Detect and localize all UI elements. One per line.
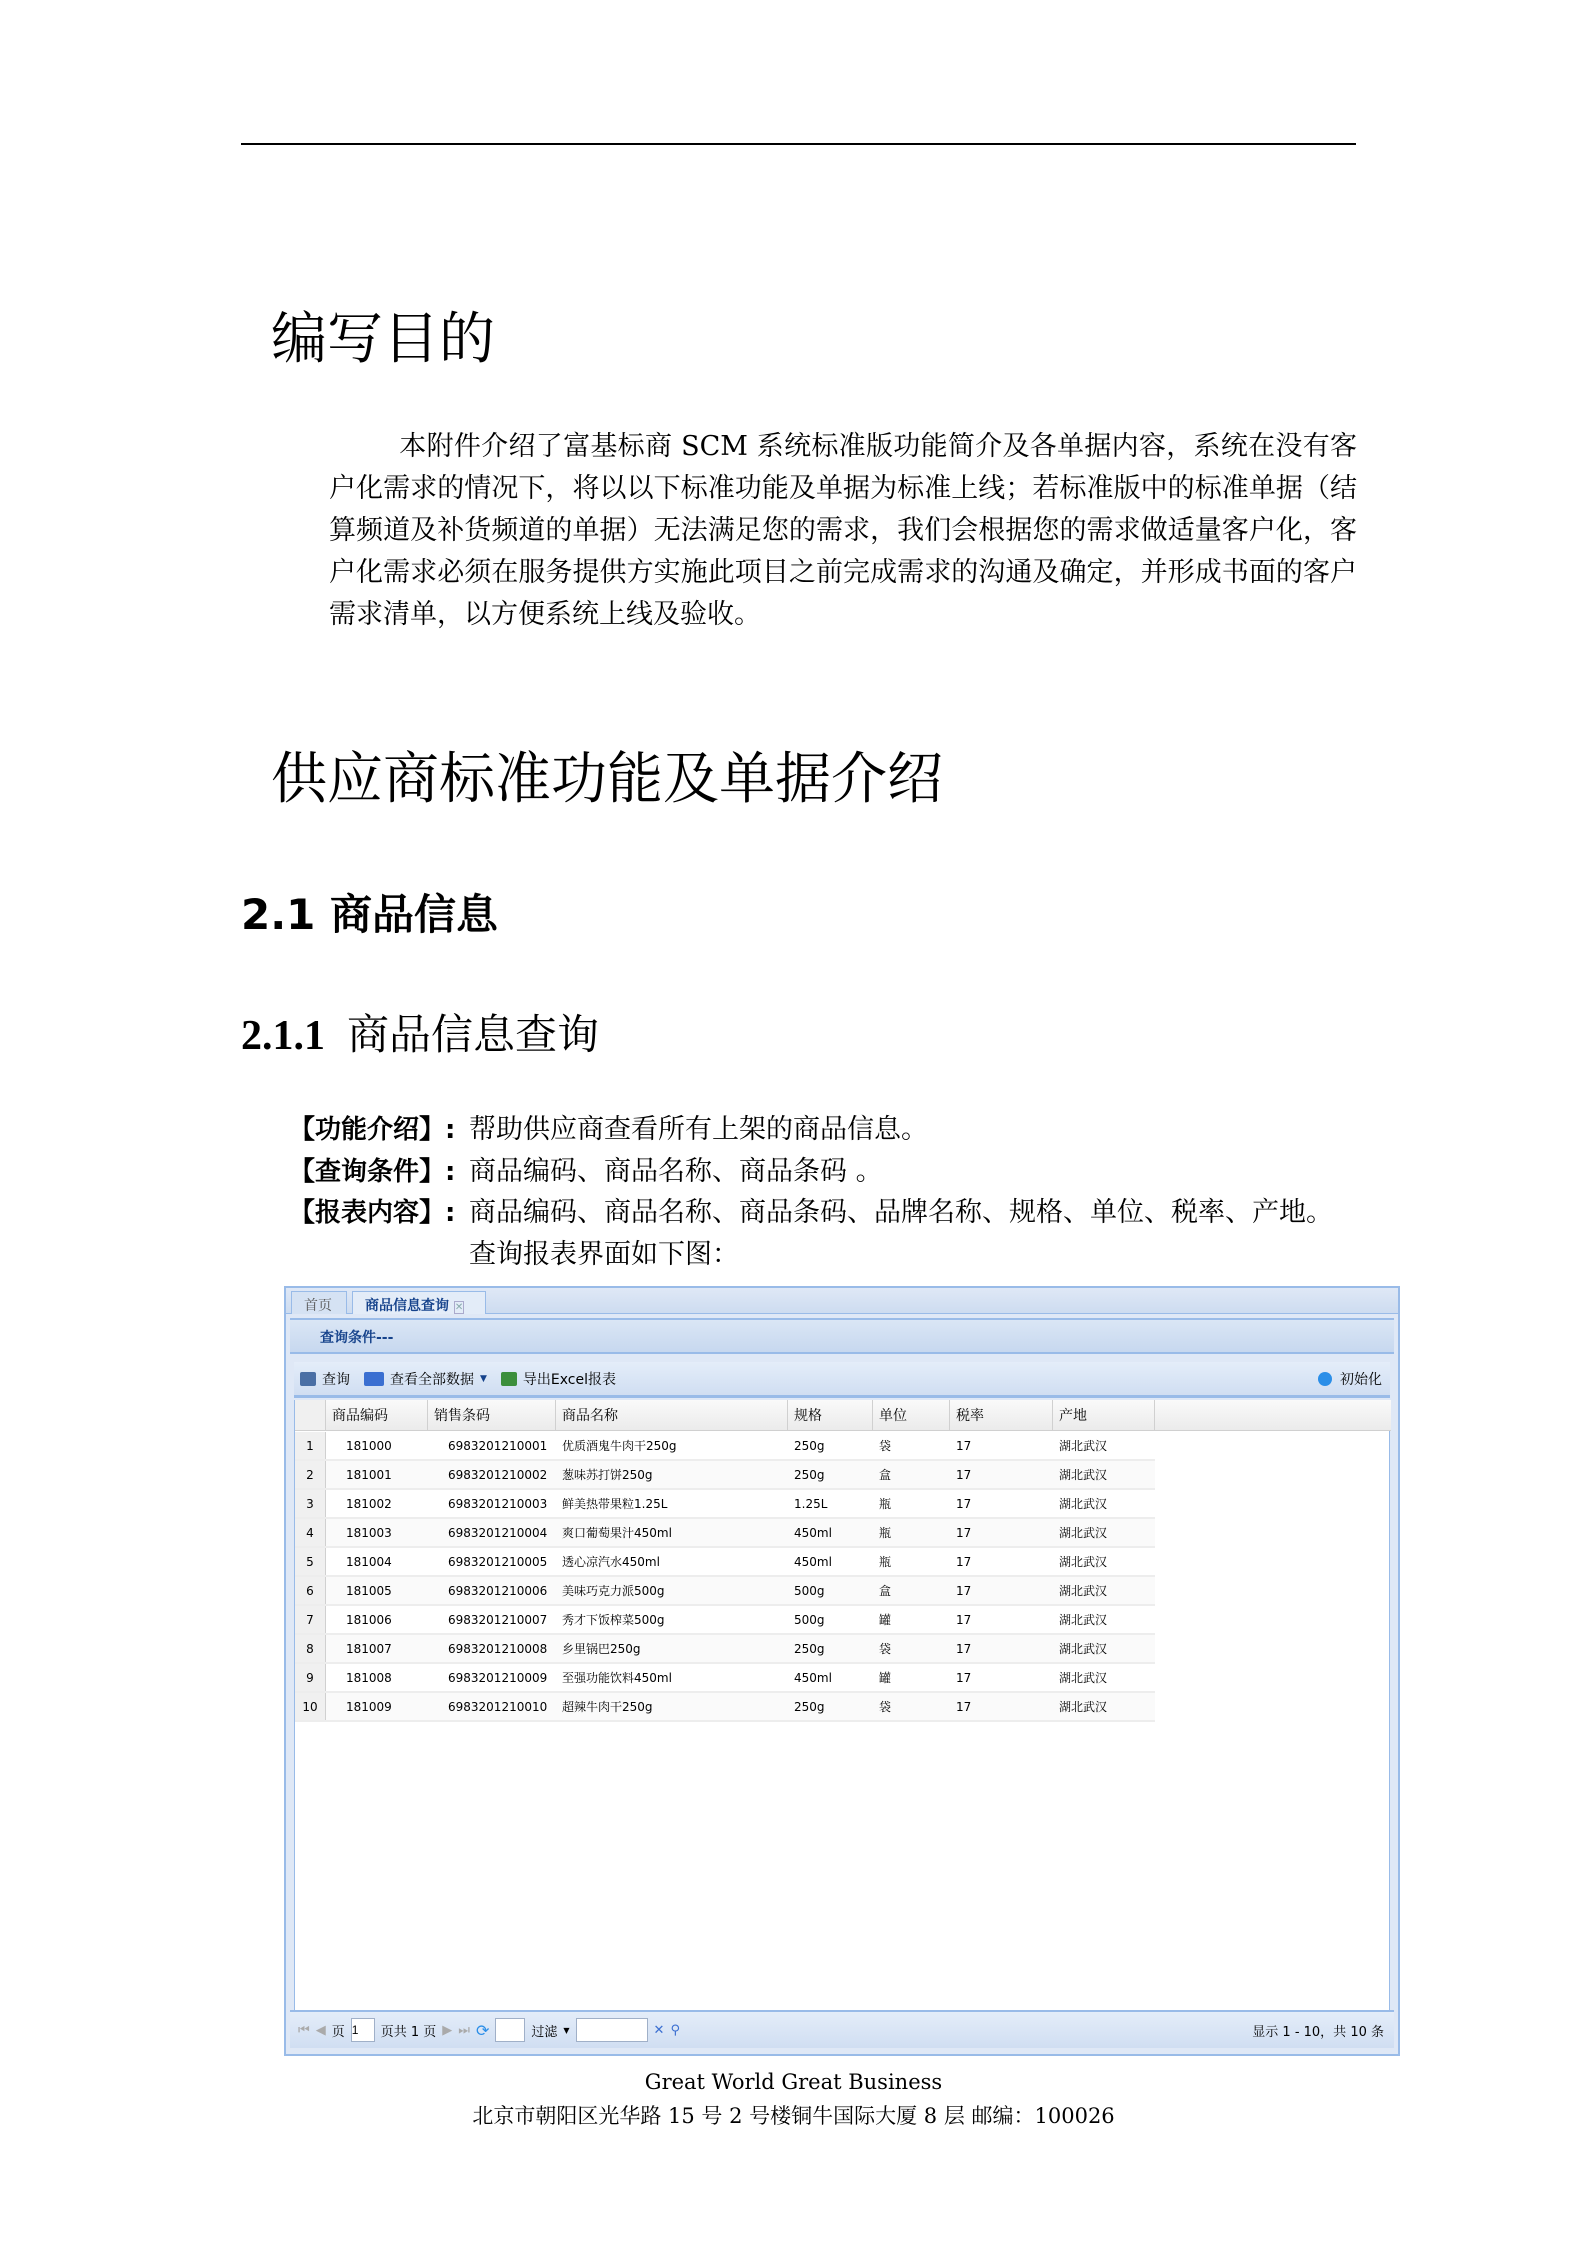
cell-product-name: 秀才下饭榨菜500g: [562, 1613, 665, 1627]
cell-unit: 袋: [879, 1642, 892, 1656]
header-rownum[interactable]: [295, 1400, 326, 1430]
refresh-icon: [1318, 1372, 1334, 1386]
cell-barcode: 6983201210006: [448, 1583, 548, 1598]
product-grid: [294, 1400, 1390, 2030]
heading-purpose: 编写目的: [271, 307, 495, 372]
column-header-spec[interactable]: 规格: [788, 1400, 873, 1430]
table-row[interactable]: [295, 1548, 1155, 1577]
cell-barcode: 6983201210009: [448, 1670, 548, 1685]
heading-title: 商品信息查询: [347, 1010, 600, 1059]
footer-address: 北京市朝阳区光华路 15 号 2 号楼铜牛国际大厦 8 层 邮编：100026: [472, 2104, 1115, 2128]
cell-row-number: 3: [295, 1490, 326, 1517]
cell-origin: 湖北武汉: [1059, 1671, 1108, 1685]
cell-spec: 450ml: [794, 1525, 832, 1540]
cell-unit: 瓶: [879, 1555, 892, 1569]
cell-origin: 湖北武汉: [1059, 1642, 1108, 1656]
cell-barcode: 6983201210001: [448, 1438, 548, 1453]
cell-product-name: 爽口葡萄果汁450ml: [562, 1526, 672, 1540]
cell-row-number: 2: [295, 1461, 326, 1488]
view-all-button[interactable]: 查看全部数据: [390, 1371, 474, 1388]
column-header-product-code[interactable]: 商品编码: [326, 1400, 428, 1430]
cell-product-name: 鲜美热带果粒1.25L: [562, 1497, 668, 1511]
cell-origin: 湖北武汉: [1059, 1468, 1108, 1482]
cell-unit: 袋: [879, 1439, 892, 1453]
cell-barcode: 6983201210008: [448, 1641, 548, 1656]
page-label: 页: [331, 2024, 345, 2040]
tab-bar: [286, 1288, 1398, 1314]
cell-product-name: 透心凉汽水450ml: [562, 1555, 660, 1569]
cell-barcode: 6983201210003: [448, 1496, 548, 1511]
cell-tax-rate: 17: [956, 1467, 972, 1482]
cell-unit: 盒: [879, 1468, 892, 1482]
cell-unit: 罐: [879, 1671, 892, 1685]
cell-tax-rate: 17: [956, 1641, 972, 1656]
feature-text: 商品编码、商品名称、商品条码、品牌名称、规格、单位、税率、产地。: [469, 1197, 1333, 1228]
cell-spec: 500g: [794, 1583, 825, 1598]
query-button[interactable]: 查询: [322, 1371, 350, 1388]
intro-text: 本附件介绍了富基标商 SCM 系统标准版功能简介及各单据内容，系统在没有客户化需求的情况下，将以以下标准功能及单据为标准上线；若标准版中的标准单据（结算频道及补货频道的单据）无法满足您的需求，我们会根据您的需求做适量客户化，客户化需求必须在服务提供方实施此项目之前完成需求的沟通及确定，并形成书面的客户需求清单，以方便系统上线及验收。: [329, 431, 1357, 630]
cell-product-code: 181001: [346, 1467, 392, 1482]
query-conditions-bar[interactable]: 查询条件---: [290, 1318, 1394, 1354]
header-rule: [241, 143, 1356, 145]
cell-product-code: 181000: [346, 1438, 392, 1453]
table-row[interactable]: [295, 1432, 1155, 1461]
cell-product-code: 181008: [346, 1670, 392, 1685]
chevron-down-icon[interactable]: ▼: [480, 1373, 487, 1384]
next-page-icon[interactable]: ▶: [442, 2022, 453, 2038]
column-header-barcode[interactable]: 销售条码: [428, 1400, 556, 1430]
cell-row-number: 10: [295, 1693, 326, 1720]
feature-intro: [289, 1107, 928, 1146]
excel-icon: [501, 1372, 517, 1386]
tab-home[interactable]: 首页: [291, 1291, 347, 1314]
cell-tax-rate: 17: [956, 1554, 972, 1569]
cell-barcode: 6983201210007: [448, 1612, 548, 1627]
first-page-icon[interactable]: ⏮: [298, 2022, 310, 2038]
table-row[interactable]: [295, 1519, 1155, 1548]
cell-tax-rate: 17: [956, 1699, 972, 1714]
table-row[interactable]: [295, 1577, 1155, 1606]
cell-row-number: 6: [295, 1577, 326, 1604]
tab-label: 商品信息查询: [365, 1298, 449, 1314]
cell-row-number: 4: [295, 1519, 326, 1546]
feature-label: 【报表内容】:: [289, 1198, 456, 1228]
table-row[interactable]: [295, 1693, 1155, 1722]
cell-product-code: 181006: [346, 1612, 392, 1627]
cell-product-code: 181005: [346, 1583, 392, 1598]
prev-page-icon[interactable]: ◀: [315, 2022, 326, 2038]
table-row[interactable]: [295, 1664, 1155, 1693]
filter-input[interactable]: [576, 2018, 648, 2042]
last-page-icon[interactable]: ⏭: [458, 2022, 470, 2038]
table-row[interactable]: [295, 1606, 1155, 1635]
filter-dropdown[interactable]: 过滤: [531, 2024, 558, 2040]
cell-product-name: 至强功能饮料450ml: [562, 1671, 672, 1685]
cell-tax-rate: 17: [956, 1670, 972, 1685]
close-icon[interactable]: ✕: [454, 1302, 464, 1313]
binoculars-icon: [300, 1372, 316, 1386]
column-header-product-name[interactable]: 商品名称: [556, 1400, 788, 1430]
tab-product-query[interactable]: [352, 1291, 486, 1314]
search-icon[interactable]: ⚲: [670, 2022, 680, 2038]
cell-product-code: 181003: [346, 1525, 392, 1540]
page-size-input[interactable]: [495, 2018, 525, 2042]
cell-origin: 湖北武汉: [1059, 1700, 1108, 1714]
app-screenshot: [284, 1286, 1400, 2056]
column-header-origin[interactable]: 产地: [1053, 1400, 1155, 1430]
cell-unit: 瓶: [879, 1497, 892, 1511]
cell-barcode: 6983201210002: [448, 1467, 548, 1482]
heading-2-1-1: [241, 1002, 599, 1062]
figure-caption: 查询报表界面如下图：: [469, 1239, 739, 1270]
total-pages: 页共 1 页: [380, 2024, 437, 2040]
cell-product-code: 181009: [346, 1699, 392, 1714]
cell-row-number: 7: [295, 1606, 326, 1633]
cell-tax-rate: 17: [956, 1496, 972, 1511]
cell-spec: 250g: [794, 1438, 825, 1453]
cell-spec: 250g: [794, 1699, 825, 1714]
cell-row-number: 5: [295, 1548, 326, 1575]
cell-tax-rate: 17: [956, 1612, 972, 1627]
pagination-bar: [290, 2010, 1394, 2048]
cell-product-name: 优质酒鬼牛肉干250g: [562, 1439, 677, 1453]
table-row[interactable]: [295, 1461, 1155, 1490]
cell-tax-rate: 17: [956, 1438, 972, 1453]
cell-spec: 500g: [794, 1612, 825, 1627]
heading-functions: 供应商标准功能及单据介绍: [271, 747, 943, 812]
cell-origin: 湖北武汉: [1059, 1555, 1108, 1569]
table-row[interactable]: [295, 1490, 1155, 1519]
cell-product-name: 乡里锅巴250g: [562, 1642, 641, 1656]
cell-origin: 湖北武汉: [1059, 1584, 1108, 1598]
cell-product-code: 181007: [346, 1641, 392, 1656]
cell-product-code: 181002: [346, 1496, 392, 1511]
cell-product-code: 181004: [346, 1554, 392, 1569]
feature-conditions: [289, 1149, 883, 1188]
feature-label: 【查询条件】:: [289, 1157, 456, 1187]
toolbar: [294, 1362, 1390, 1398]
cell-unit: 瓶: [879, 1526, 892, 1540]
cell-origin: 湖北武汉: [1059, 1439, 1108, 1453]
intro-paragraph: [329, 426, 1357, 636]
cell-origin: 湖北武汉: [1059, 1526, 1108, 1540]
cell-origin: 湖北武汉: [1059, 1497, 1108, 1511]
cell-spec: 1.25L: [794, 1496, 828, 1511]
cell-spec: 450ml: [794, 1670, 832, 1685]
pager-status: 显示 1 - 10，共 10 条: [1252, 2024, 1384, 2040]
cell-tax-rate: 17: [956, 1583, 972, 1598]
grid-header: [295, 1400, 1391, 1431]
cell-unit: 盒: [879, 1584, 892, 1598]
cell-product-name: 葱味苏打饼250g: [562, 1468, 653, 1482]
cell-barcode: 6983201210010: [448, 1699, 548, 1714]
cell-spec: 250g: [794, 1467, 825, 1482]
refresh-icon[interactable]: ⟳: [475, 2020, 490, 2040]
cell-barcode: 6983201210005: [448, 1554, 548, 1569]
cell-spec: 450ml: [794, 1554, 832, 1569]
feature-text: 帮助供应商查看所有上架的商品信息。: [469, 1114, 928, 1145]
chevron-down-icon[interactable]: ▼: [563, 2025, 570, 2035]
cell-unit: 罐: [879, 1613, 892, 1627]
column-header-tax-rate[interactable]: 税率: [950, 1400, 1053, 1430]
feature-label: 【功能介绍】:: [289, 1115, 456, 1145]
feature-content: [289, 1190, 1333, 1229]
heading-2-1: 2.1 商品信息: [241, 890, 499, 939]
cell-row-number: 8: [295, 1635, 326, 1662]
cell-barcode: 6983201210004: [448, 1525, 548, 1540]
html-icon: [364, 1372, 384, 1386]
cell-origin: 湖北武汉: [1059, 1613, 1108, 1627]
cell-product-name: 美味巧克力派500g: [562, 1584, 665, 1598]
cell-unit: 袋: [879, 1700, 892, 1714]
cell-product-name: 超辣牛肉干250g: [562, 1700, 653, 1714]
cell-row-number: 1: [295, 1432, 326, 1459]
cell-row-number: 9: [295, 1664, 326, 1691]
cell-tax-rate: 17: [956, 1525, 972, 1540]
table-row[interactable]: [295, 1635, 1155, 1664]
heading-number: 2.1.1: [241, 1013, 325, 1059]
feature-text: 商品编码、商品名称、商品条码 。: [469, 1156, 883, 1187]
reset-button[interactable]: 初始化: [1340, 1371, 1382, 1388]
page-input[interactable]: [351, 2018, 375, 2042]
clear-icon[interactable]: ✕: [653, 2022, 665, 2038]
column-header-unit[interactable]: 单位: [873, 1400, 950, 1430]
footer-slogan: Great World Great Business: [644, 2070, 943, 2094]
export-excel-button[interactable]: 导出Excel报表: [522, 1371, 617, 1388]
cell-spec: 250g: [794, 1641, 825, 1656]
